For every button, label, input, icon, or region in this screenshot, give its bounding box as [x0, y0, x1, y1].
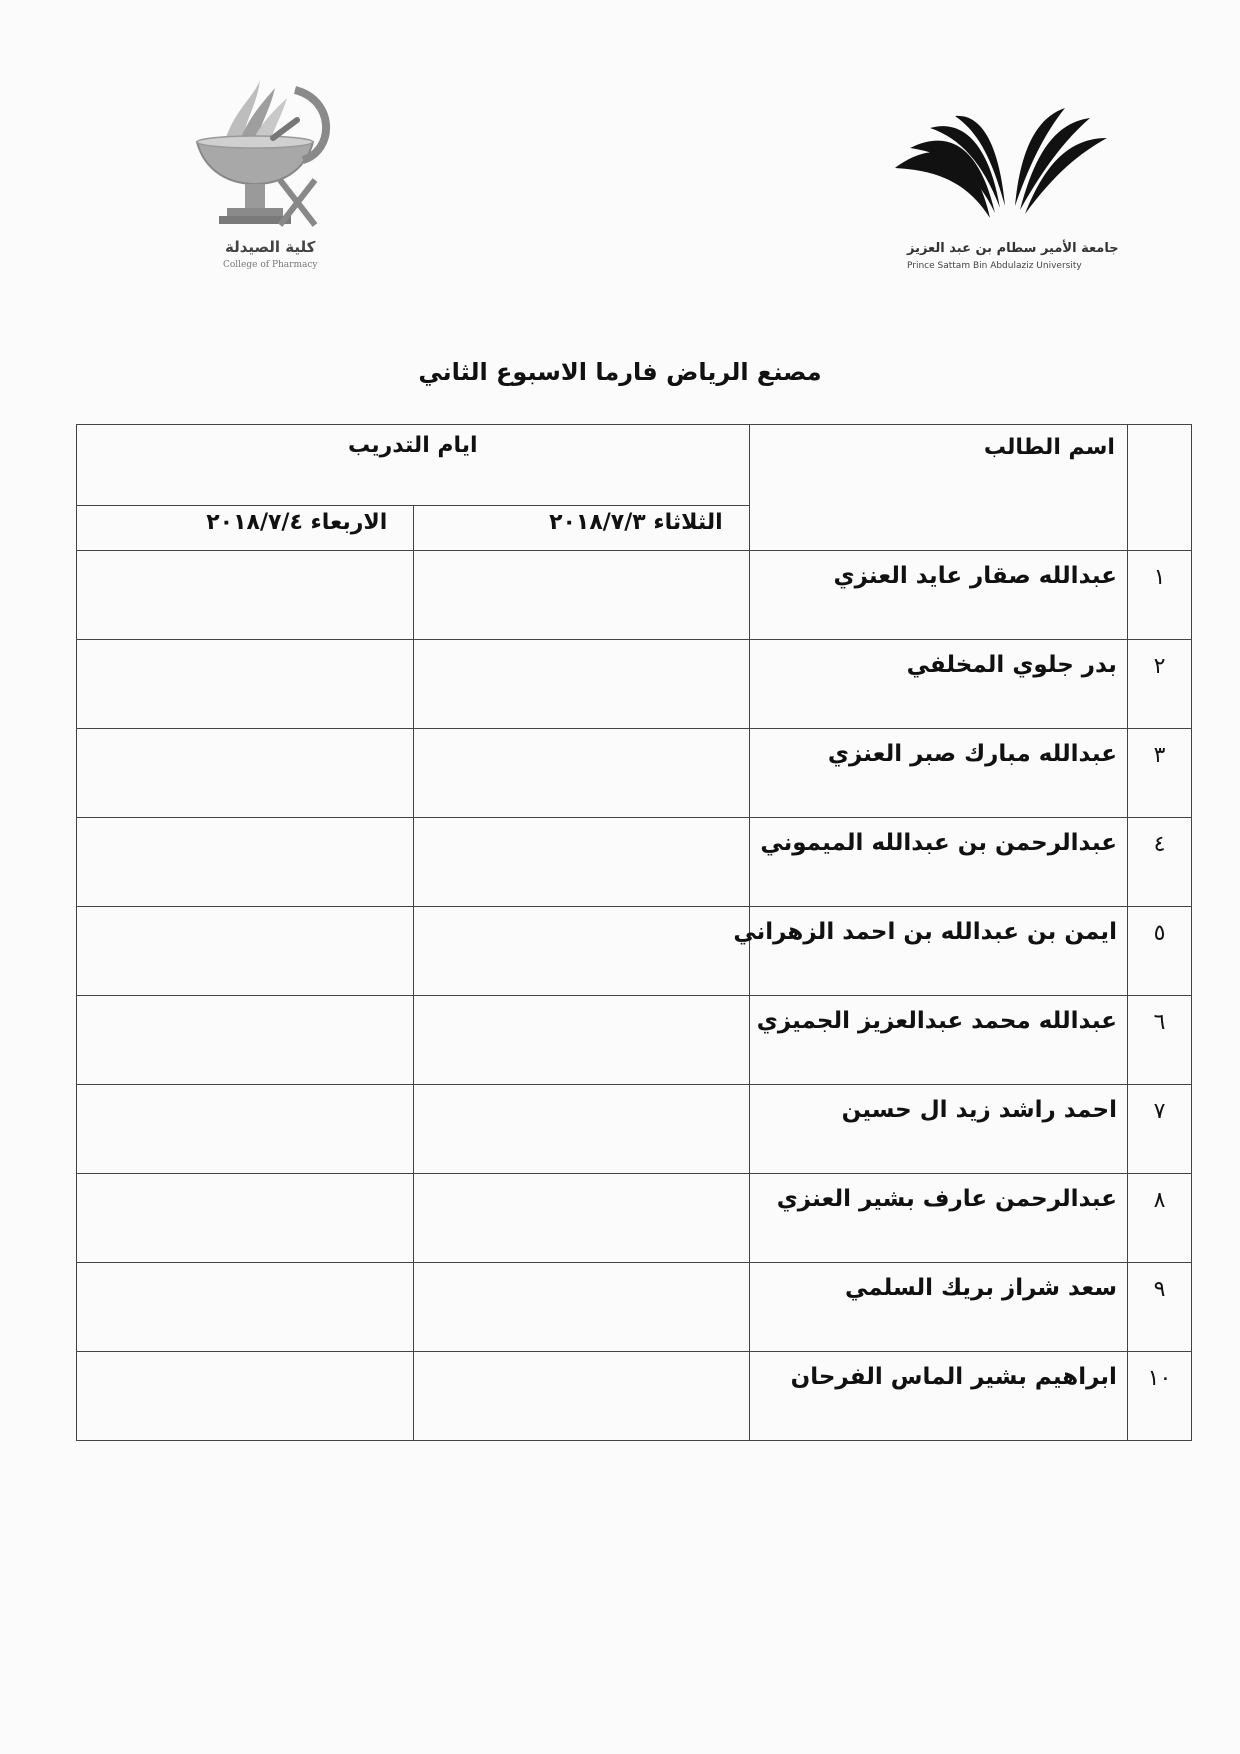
header-num-cell [1127, 425, 1191, 551]
row-number: ٧ [1127, 1085, 1191, 1174]
student-name: ابراهيم بشير الماس الفرحان [749, 1352, 1127, 1441]
header-student-name: اسم الطالب [749, 425, 1127, 551]
attendance-cell-day1[interactable] [414, 818, 749, 907]
table-row [77, 729, 1192, 818]
student-name: عبدالرحمن عارف بشير العنزي [749, 1174, 1127, 1263]
table-row [77, 1085, 1192, 1174]
attendance-cell-day1[interactable] [414, 729, 749, 818]
table-row [77, 1174, 1192, 1263]
row-number: ٩ [1127, 1263, 1191, 1352]
row-number: ٣ [1127, 729, 1191, 818]
table-row [77, 1263, 1192, 1352]
attendance-cell-day1[interactable] [414, 640, 749, 729]
attendance-cell-day1[interactable] [414, 1174, 749, 1263]
table-row [77, 996, 1192, 1085]
university-open-book-icon [895, 108, 1115, 233]
attendance-cell-day1[interactable] [414, 1085, 749, 1174]
attendance-cell-day2[interactable] [77, 907, 414, 996]
attendance-cell-day1[interactable] [414, 1352, 749, 1441]
attendance-cell-day1[interactable] [414, 996, 749, 1085]
row-number: ٨ [1127, 1174, 1191, 1263]
row-number: ٥ [1127, 907, 1191, 996]
student-name: ايمن بن عبدالله بن احمد الزهراني [749, 907, 1127, 996]
table-row [77, 907, 1192, 996]
pharmacy-bowl-rx-icon [185, 80, 345, 240]
page-title [0, 358, 1240, 386]
attendance-cell-day2[interactable] [77, 551, 414, 640]
student-name: سعد شراز بريك السلمي [749, 1263, 1127, 1352]
table-row [77, 551, 1192, 640]
student-name: عبدالله صقار عايد العنزي [749, 551, 1127, 640]
student-name: عبدالله مبارك صبر العنزي [749, 729, 1127, 818]
row-number: ٤ [1127, 818, 1191, 907]
row-number: ٢ [1127, 640, 1191, 729]
attendance-cell-day1[interactable] [414, 551, 749, 640]
attendance-cell-day1[interactable] [414, 907, 749, 996]
table-row [77, 1352, 1192, 1441]
student-name: عبدالله محمد عبدالعزيز الجميزي [749, 996, 1127, 1085]
university-name-english: Prince Sattam Bin Abdulaziz University [907, 261, 1082, 271]
university-name-arabic: جامعة الأمير سطام بن عبد العزيز [907, 241, 1119, 256]
header-day-wednesday: الاربعاء ٢٠١٨/٧/٤ [77, 506, 414, 551]
attendance-cell-day1[interactable] [414, 1263, 749, 1352]
student-name: عبدالرحمن بن عبدالله الميموني [749, 818, 1127, 907]
student-name: بدر جلوي المخلفي [749, 640, 1127, 729]
row-number: ١٠ [1127, 1352, 1191, 1441]
attendance-table [76, 424, 1192, 1441]
attendance-cell-day2[interactable] [77, 996, 414, 1085]
table-row [77, 640, 1192, 729]
attendance-cell-day2[interactable] [77, 640, 414, 729]
attendance-cell-day2[interactable] [77, 729, 414, 818]
attendance-cell-day2[interactable] [77, 1085, 414, 1174]
student-name: احمد راشد زيد ال حسين [749, 1085, 1127, 1174]
attendance-cell-day2[interactable] [77, 818, 414, 907]
attendance-cell-day2[interactable] [77, 1174, 414, 1263]
table-header-row [77, 425, 1192, 506]
college-of-pharmacy-logo [185, 80, 345, 285]
table-row [77, 818, 1192, 907]
page-title-text: مصنع الرياض فارما الاسبوع الثاني [418, 358, 822, 386]
college-name-english: College of Pharmacy [223, 260, 318, 270]
attendance-cell-day2[interactable] [77, 1352, 414, 1441]
header-training-days: ايام التدريب [77, 425, 750, 506]
row-number: ٦ [1127, 996, 1191, 1085]
university-logo [885, 108, 1125, 288]
college-name-arabic: كلية الصيدلة [225, 238, 316, 256]
row-number: ١ [1127, 551, 1191, 640]
attendance-cell-day2[interactable] [77, 1263, 414, 1352]
header-day-tuesday: الثلاثاء ٢٠١٨/٧/٣ [414, 506, 749, 551]
